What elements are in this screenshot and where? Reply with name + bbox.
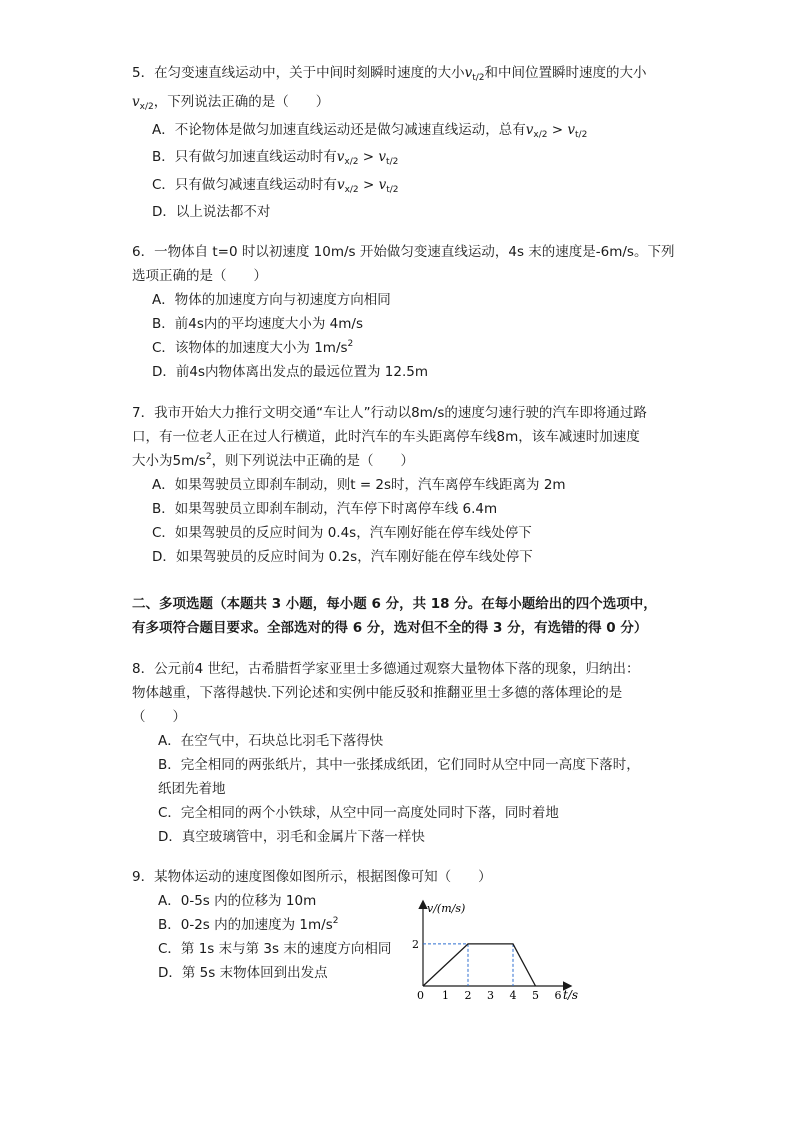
v-symbol: v: [567, 122, 576, 138]
x-tick-label: 4: [509, 989, 517, 1002]
v-symbol: v: [464, 65, 473, 81]
q5-stem-line-2: [132, 92, 329, 114]
q5-option-a: [152, 120, 587, 142]
section2-heading-line-1: 二、多项选题（本题共 3 小题，每小题 6 分，共 18 分。在每小题给出的四个选项中，: [132, 596, 657, 612]
section2-heading-line-2: 有多项符合题目要求。全部选对的得 6 分，选对但不全的得 3 分，有选错的得 0 分）: [132, 620, 648, 636]
subscript: x/2: [344, 157, 359, 167]
q6-option-d: D．前4s内物体离出发点的最远位置为 12.5m: [152, 364, 429, 380]
q7-stem-line-3: [132, 451, 414, 473]
v-symbol: v: [336, 149, 345, 165]
option-text: B．只有做匀加速直线运动时有: [152, 149, 337, 165]
velocity-series-line: [423, 944, 536, 986]
x-tick-label: 2: [464, 989, 472, 1002]
velocity-time-graph: [405, 896, 590, 1006]
q7-stem-text: ，则下列说法中正确的是（ ）: [211, 453, 415, 469]
q7-stem-text: 大小为5m/s: [132, 453, 206, 469]
q8-option-a: A．在空气中，石块总比羽毛下落得快: [158, 733, 384, 749]
x-tick-label: 3: [487, 989, 494, 1002]
q9-option-b: [158, 915, 338, 937]
q6-stem-line-2: 选项正确的是（ ）: [132, 268, 267, 284]
q6-option-b: B．前4s内的平均速度大小为 4m/s: [152, 316, 363, 332]
subscript: t/2: [575, 130, 588, 140]
x-axis-label: t/s: [563, 988, 579, 1002]
q5-stem-text: ，下列说法正确的是（ ）: [153, 94, 330, 110]
subscript: x/2: [139, 102, 154, 112]
option-text: C．该物体的加速度大小为 1m/s: [152, 340, 348, 356]
q7-option-d: D．如果驾驶员的反应时间为 0.2s，汽车刚好能在停车线处停下: [152, 549, 533, 565]
q6-stem-line-1: 6．一物体自 t=0 时以初速度 10m/s 开始做匀变速直线运动，4s 末的速度是-6m/s。下列: [132, 244, 675, 260]
q9-option-d: D．第 5s 末物体回到出发点: [158, 965, 328, 981]
v-symbol: v: [336, 177, 345, 193]
y-axis-label: v/(m/s): [427, 902, 466, 915]
q9-option-c: C．第 1s 末与第 3s 末的速度方向相同: [158, 941, 392, 957]
q7-option-a: A．如果驾驶员立即刹车制动，则t = 2s时，汽车离停车线距离为 2m: [152, 477, 566, 493]
subscript: t/2: [472, 73, 485, 83]
superscript: 2: [347, 339, 354, 349]
q5-option-d: D．以上说法都不对: [152, 204, 271, 220]
x-ticks: [417, 989, 562, 1002]
y-tick-label: 2: [412, 937, 419, 951]
q8-option-c: C．完全相同的两个小铁球，从空中同一高度处同时下落，同时着地: [158, 805, 559, 821]
guide-lines: [423, 944, 513, 986]
q7-option-c: C．如果驾驶员的反应时间为 0.4s，汽车刚好能在停车线处停下: [152, 525, 532, 541]
y-ticks: [412, 938, 419, 951]
superscript: 2: [205, 452, 212, 462]
q8-option-d: D．真空玻璃管中，羽毛和金属片下落一样快: [158, 829, 425, 845]
q5-stem-text: 5．在匀变速直线运动中，关于中间时刻瞬时速度的大小: [132, 65, 465, 81]
q6-option-a: A．物体的加速度方向与初速度方向相同: [152, 292, 391, 308]
q5-option-b: [152, 147, 398, 169]
x-tick-label: 5: [532, 989, 539, 1002]
q8-stem-line-1: 8．公元前4 世纪，古希腊哲学家亚里士多德通过观察大量物体下落的现象，归纳出：: [132, 661, 640, 677]
x-tick-label: 1: [442, 989, 449, 1002]
v-symbol: v: [378, 177, 387, 193]
option-text: C．只有做匀减速直线运动时有: [152, 177, 337, 193]
subscript: x/2: [344, 185, 359, 195]
v-symbol: v: [132, 94, 140, 110]
q5-stem-line-1: [132, 63, 647, 85]
subscript: t/2: [386, 185, 399, 195]
q5-option-c: [152, 175, 399, 197]
q7-stem-line-1: 7．我市开始大力推行文明交通“车让人”行动以8m/s的速度匀速行驶的汽车即将通过路: [132, 405, 647, 421]
q8-stem-line-2: 物体越重，下落得越快.下列论述和实例中能反驳和推翻亚里士多德的落体理论的是: [132, 685, 623, 701]
x-tick-label: 0: [417, 989, 424, 1002]
v-symbol: v: [525, 122, 534, 138]
q9-stem: 9．某物体运动的速度图像如图所示，根据图像可知（ ）: [132, 869, 492, 885]
x-tick-label: 6: [554, 989, 562, 1002]
q8-stem-line-3: （ ）: [132, 709, 186, 725]
q9-option-a: A．0-5s 内的位移为 10m: [158, 893, 317, 909]
gt-symbol: >: [358, 177, 379, 193]
q7-stem-line-2: 口，有一位老人正在过人行横道，此时汽车的车头距离停车线8m，该车减速时加速度: [132, 429, 640, 445]
q8-option-b-line-1: B．完全相同的两张纸片，其中一张揉成纸团，它们同时从空中同一高度下落时，: [158, 757, 640, 773]
option-text: A．不论物体是做匀加速直线运动还是做匀减速直线运动，总有: [152, 122, 526, 138]
q7-option-b: B．如果驾驶员立即刹车制动，汽车停下时离停车线 6.4m: [152, 501, 498, 517]
gt-symbol: >: [547, 122, 568, 138]
gt-symbol: >: [358, 149, 379, 165]
subscript: x/2: [533, 130, 548, 140]
subscript: t/2: [386, 157, 399, 167]
q8-option-b-line-2: 纸团先着地: [158, 781, 226, 797]
superscript: 2: [332, 916, 339, 926]
v-symbol: v: [378, 149, 387, 165]
q5-stem-text: 和中间位置瞬时速度的大小: [484, 65, 647, 81]
option-text: B．0-2s 内的加速度为 1m/s: [158, 917, 333, 933]
q6-option-c: [152, 338, 353, 360]
